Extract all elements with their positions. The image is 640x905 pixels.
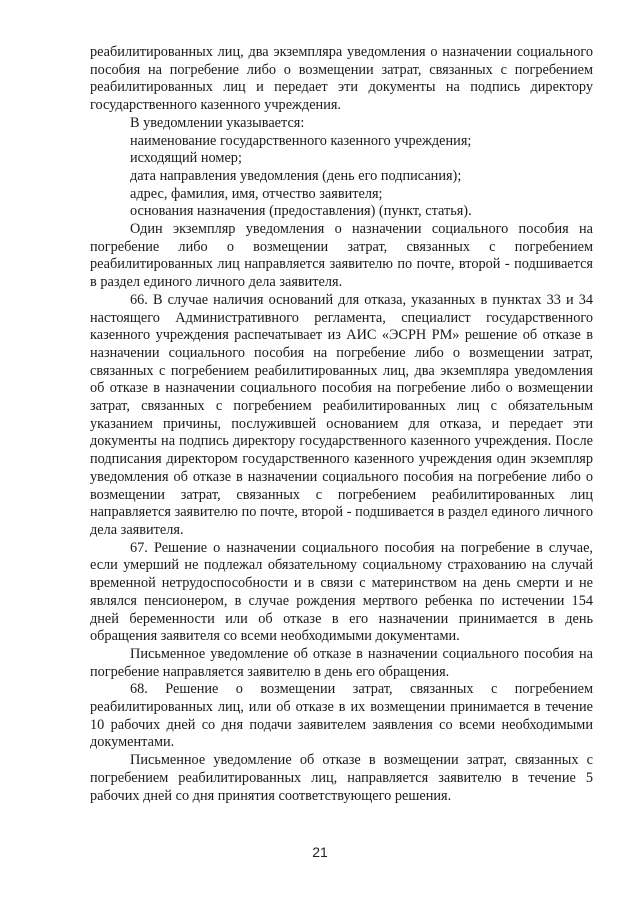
list-item-notice-date: дата направления уведомления (день его подписания); (130, 167, 462, 184)
list-item-outgoing-number: исходящий номер; (130, 150, 242, 167)
list-item-institution-name: наименование государственного казенного учреждения; (130, 132, 472, 149)
body-text (90, 44, 593, 805)
paragraph-notice-intro: В уведомлении указывается: (130, 114, 305, 131)
paragraph-68: 68. Решение о возмещении затрат, связанных с погребением реабилитированных лиц, или об отказе в их возмещении принимается в течение 10 рабочих дней со дня подачи заявителем заявления со всеми необходимыми документами. (90, 681, 593, 751)
page-number: 21 (312, 844, 328, 860)
paragraph-continuation: реабилитированных лиц, два экземпляра уведомления о назначении социального пособия на погребение либо о возмещении затрат, связанных с погребением реабилитированных лиц и передает эти документы на подпись директору государственного казенного учреждения. (90, 44, 593, 114)
paragraph-67: 67. Решение о назначении социального пособия на погребение в случае, если умерший не подлежал обязательному социальному страхованию на случай временной нетрудоспособности и в связи с материнством на день смерти и не являлся пенсионером, в случае рождения мертвого ребенка по истечении 154 дней беременности или об отказе в его назначении принимается в день обращения заявителя со всеми необходимыми документами. (90, 539, 593, 645)
list-item-grounds: основания назначения (предоставления) (пункт, статья). (130, 203, 472, 220)
paragraph-refusal-reimbursement: Письменное уведомление об отказе в возмещении затрат, связанных с погребением реабилитированных лиц, направляется заявителю в течение 5 рабочих дней со дня принятия соответствующего решения. (90, 752, 593, 804)
paragraph-notice-copies: Один экземпляр уведомления о назначении социального пособия на погребение либо о возмещении затрат, связанных с погребением реабилитированных лиц направляется заявителю по почте, второй - подшивается в раздел единого личного дела заявителя. (90, 221, 593, 291)
paragraph-66: 66. В случае наличия оснований для отказа, указанных в пунктах 33 и 34 настоящего Административного регламента, специалист государственного казенного учреждения распечатывает из АИС «ЭСРН РМ» решение об отказе в назначении социального пособия на погребение либо о возмещении затрат, связанных с погребением реабилитированных лиц, два экземпляра уведомления об отказе в назначении социального пособия на погребение либо о возмещении затрат, связанных с погребением реабилитированных лиц с обязательным указанием причины, послужившей основанием для отказа, и передает эти документы на подпись директору государственного казенного учреждения. После подписания директором государственного казенного учреждения один экземпляр уведомления об отказе в назначении социального пособия на погребение либо о возмещении затрат, связанных с погребением реабилитированных лиц направляется заявителю по почте, второй - подшивается в раздел единого личного дела заявителя. (90, 291, 593, 538)
paragraph-refusal-notice: Письменное уведомление об отказе в назначении социального пособия на погребение направляется заявителю в день его обращения. (90, 645, 593, 680)
list-item-applicant-address: адрес, фамилия, имя, отчество заявителя; (130, 185, 383, 202)
